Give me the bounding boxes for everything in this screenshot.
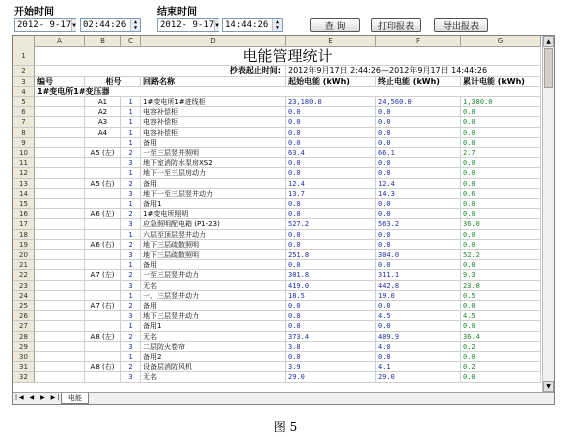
total-energy-cell[interactable]: 4.5 <box>461 311 541 321</box>
cabinet-cell[interactable] <box>85 168 121 178</box>
cabinet-cell[interactable]: A3 <box>85 117 121 127</box>
number-cell[interactable] <box>35 209 85 219</box>
row-header[interactable]: 6 <box>13 107 35 117</box>
start-energy-cell[interactable]: 0.0 <box>286 311 376 321</box>
circuit-name-cell[interactable]: 备用 <box>141 260 286 270</box>
total-energy-cell[interactable]: 52.2 <box>461 250 541 260</box>
end-energy-cell[interactable]: 0.0 <box>376 158 461 168</box>
tab-nav-arrows-icon[interactable]: |◀ ◀ ▶ ▶| <box>15 394 62 401</box>
circuit-name-cell[interactable]: 二层防火卷帘 <box>141 342 286 352</box>
circuit-name-cell[interactable]: 设备层消防风机 <box>141 362 286 372</box>
column-header[interactable]: E <box>286 36 376 46</box>
end-energy-cell[interactable]: 0.0 <box>376 199 461 209</box>
header-cabinet: 柜号 <box>85 77 141 87</box>
column-header[interactable]: D <box>141 36 286 46</box>
cabinet-cell[interactable]: A4 <box>85 128 121 138</box>
circuit-name-cell[interactable]: 一至三层竖井动力 <box>141 270 286 280</box>
cabinet-cell[interactable] <box>85 372 121 382</box>
row-header[interactable]: 23 <box>13 281 35 291</box>
circuit-no-cell[interactable]: 1 <box>121 291 141 301</box>
header-total-energy: 累计电能 (kWh) <box>461 77 541 87</box>
cabinet-cell[interactable] <box>85 189 121 199</box>
circuit-no-cell[interactable]: 3 <box>121 219 141 229</box>
start-time-value: 02:44:26 <box>83 20 127 30</box>
number-cell[interactable] <box>35 352 85 362</box>
end-energy-cell[interactable]: 66.1 <box>376 148 461 158</box>
number-cell[interactable] <box>35 138 85 148</box>
number-cell[interactable] <box>35 311 85 321</box>
column-header[interactable]: C <box>121 36 141 46</box>
row-header[interactable]: 25 <box>13 301 35 311</box>
start-energy-cell[interactable]: 12.4 <box>286 179 376 189</box>
section-title: 1#变电所1#变压器 <box>35 87 541 97</box>
number-cell[interactable] <box>35 117 85 127</box>
number-cell[interactable] <box>35 230 85 240</box>
total-energy-cell[interactable]: 23.8 <box>461 281 541 291</box>
end-energy-cell[interactable]: 0.0 <box>376 168 461 178</box>
circuit-no-cell[interactable]: 1 <box>121 168 141 178</box>
circuit-name-cell[interactable]: 地下三层疏散照明 <box>141 240 286 250</box>
start-energy-cell[interactable]: 419.0 <box>286 281 376 291</box>
total-energy-cell[interactable]: 0.0 <box>461 128 541 138</box>
cabinet-cell[interactable] <box>85 199 121 209</box>
cabinet-cell[interactable] <box>85 291 121 301</box>
total-energy-cell[interactable]: 0.0 <box>461 199 541 209</box>
query-button[interactable]: 查 询 <box>310 18 360 32</box>
end-energy-cell[interactable]: 0.0 <box>376 352 461 362</box>
circuit-name-cell[interactable]: 电容补偿柜 <box>141 107 286 117</box>
start-energy-cell[interactable]: 0.0 <box>286 128 376 138</box>
scroll-thumb[interactable] <box>544 48 553 88</box>
sheet-tab-energy[interactable]: 电能 <box>61 393 89 404</box>
total-energy-cell[interactable]: 0.0 <box>461 179 541 189</box>
cabinet-cell[interactable]: A5 (右) <box>85 179 121 189</box>
chevron-down-icon[interactable]: ▼ <box>71 19 76 31</box>
circuit-no-cell[interactable]: 1 <box>121 107 141 117</box>
circuit-no-cell[interactable]: 3 <box>121 158 141 168</box>
number-cell[interactable] <box>35 107 85 117</box>
circuit-no-cell[interactable]: 3 <box>121 342 141 352</box>
cabinet-cell[interactable] <box>85 352 121 362</box>
row-header[interactable]: 7 <box>13 117 35 127</box>
circuit-name-cell[interactable]: 电容补偿柜 <box>141 128 286 138</box>
number-cell[interactable] <box>35 128 85 138</box>
number-cell[interactable] <box>35 270 85 280</box>
end-date-picker[interactable] <box>157 18 219 32</box>
circuit-no-cell[interactable]: 2 <box>121 209 141 219</box>
cabinet-cell[interactable] <box>85 230 121 240</box>
end-energy-cell[interactable]: 19.0 <box>376 291 461 301</box>
row-header[interactable]: 31 <box>13 362 35 372</box>
cabinet-cell[interactable]: A8 (左) <box>85 332 121 342</box>
start-energy-cell[interactable]: 63.4 <box>286 148 376 158</box>
number-cell[interactable] <box>35 250 85 260</box>
row-header[interactable]: 26 <box>13 311 35 321</box>
start-energy-cell[interactable]: 301.8 <box>286 270 376 280</box>
circuit-name-cell[interactable]: 备用 <box>141 301 286 311</box>
cabinet-cell[interactable] <box>85 260 121 270</box>
total-energy-cell[interactable]: 9.3 <box>461 270 541 280</box>
total-energy-cell[interactable]: 0.0 <box>461 372 541 382</box>
circuit-name-cell[interactable]: 一至三层竖井照明 <box>141 148 286 158</box>
total-energy-cell[interactable]: 0.0 <box>461 138 541 148</box>
number-cell[interactable] <box>35 219 85 229</box>
circuit-name-cell[interactable]: 一、三层竖井动力 <box>141 291 286 301</box>
number-cell[interactable] <box>35 281 85 291</box>
start-date-picker[interactable] <box>14 18 76 32</box>
number-cell[interactable] <box>35 97 85 107</box>
total-energy-cell[interactable]: 0.0 <box>461 168 541 178</box>
circuit-no-cell[interactable]: 3 <box>121 189 141 199</box>
circuit-name-cell[interactable]: 无名 <box>141 281 286 291</box>
cabinet-cell[interactable] <box>85 138 121 148</box>
number-cell[interactable] <box>35 321 85 331</box>
start-energy-cell[interactable]: 0.0 <box>286 199 376 209</box>
circuit-no-cell[interactable]: 1 <box>121 128 141 138</box>
end-energy-cell[interactable]: 0.0 <box>376 117 461 127</box>
number-cell[interactable] <box>35 362 85 372</box>
end-energy-cell[interactable]: 29.0 <box>376 372 461 382</box>
total-energy-cell[interactable]: 0.0 <box>461 230 541 240</box>
circuit-no-cell[interactable]: 3 <box>121 372 141 382</box>
total-energy-cell[interactable]: 0.0 <box>461 117 541 127</box>
row-header[interactable]: 24 <box>13 291 35 301</box>
circuit-name-cell[interactable]: 1#变电所照明 <box>141 209 286 219</box>
number-cell[interactable] <box>35 342 85 352</box>
cabinet-cell[interactable]: A1 <box>85 97 121 107</box>
circuit-name-cell[interactable]: 备用 <box>141 179 286 189</box>
start-time-picker[interactable] <box>80 18 141 32</box>
start-energy-cell[interactable]: 23,180.0 <box>286 97 376 107</box>
column-header[interactable]: F <box>376 36 461 46</box>
total-energy-cell[interactable]: 0.0 <box>461 240 541 250</box>
start-time-label: 开始时间 <box>14 7 54 18</box>
start-energy-cell[interactable]: 0.0 <box>286 352 376 362</box>
number-cell[interactable] <box>35 179 85 189</box>
header-circuit: 回路名称 <box>141 77 286 87</box>
row-header[interactable]: 20 <box>13 250 35 260</box>
number-cell[interactable] <box>35 148 85 158</box>
total-energy-cell[interactable]: 0.0 <box>461 107 541 117</box>
select-all-corner[interactable] <box>13 36 35 46</box>
number-cell[interactable] <box>35 189 85 199</box>
report-title: 电能管理统计 <box>35 46 541 66</box>
total-energy-cell[interactable]: 0.0 <box>461 321 541 331</box>
row-header[interactable]: 13 <box>13 179 35 189</box>
row-header[interactable]: 10 <box>13 148 35 158</box>
start-energy-cell[interactable]: 0.0 <box>286 301 376 311</box>
cabinet-cell[interactable]: A5 (左) <box>85 148 121 158</box>
header-end-energy: 终止电能 (kWh) <box>376 77 461 87</box>
cabinet-cell[interactable]: A7 (右) <box>85 301 121 311</box>
total-energy-cell[interactable]: 0.0 <box>461 260 541 270</box>
column-header[interactable]: A <box>35 36 85 46</box>
row-header[interactable]: 21 <box>13 260 35 270</box>
cabinet-cell[interactable] <box>85 342 121 352</box>
row-header[interactable]: 29 <box>13 342 35 352</box>
start-energy-cell[interactable]: 3.9 <box>286 362 376 372</box>
end-energy-cell[interactable]: 0.0 <box>376 230 461 240</box>
circuit-name-cell[interactable]: 地下一至三层竖井动力 <box>141 189 286 199</box>
start-energy-cell[interactable]: 251.8 <box>286 250 376 260</box>
circuit-no-cell[interactable]: 1 <box>121 117 141 127</box>
row-header[interactable]: 18 <box>13 230 35 240</box>
start-energy-cell[interactable]: 0.0 <box>286 158 376 168</box>
number-cell[interactable] <box>35 240 85 250</box>
spinner-icon[interactable]: ▲ ▼ <box>272 19 282 31</box>
spinner-icon[interactable]: ▲ ▼ <box>130 19 140 31</box>
end-energy-cell[interactable]: 4.0 <box>376 342 461 352</box>
row-header[interactable]: 17 <box>13 219 35 229</box>
circuit-no-cell[interactable]: 2 <box>121 179 141 189</box>
start-energy-cell[interactable]: 0.0 <box>286 168 376 178</box>
circuit-no-cell[interactable]: 3 <box>121 281 141 291</box>
cabinet-cell[interactable]: A6 (左) <box>85 209 121 219</box>
total-energy-cell[interactable]: 0.0 <box>461 158 541 168</box>
end-energy-cell[interactable]: 0.0 <box>376 240 461 250</box>
number-cell[interactable] <box>35 158 85 168</box>
circuit-no-cell[interactable]: 2 <box>121 240 141 250</box>
circuit-name-cell[interactable]: 地下室消防水泵房XS2 <box>141 158 286 168</box>
end-time-picker[interactable] <box>222 18 283 32</box>
row-header[interactable]: 14 <box>13 189 35 199</box>
header-no: 编号 <box>35 77 85 87</box>
total-energy-cell[interactable]: 0.0 <box>461 352 541 362</box>
start-energy-cell[interactable]: 0.0 <box>286 107 376 117</box>
circuit-name-cell[interactable]: 备用 <box>141 138 286 148</box>
number-cell[interactable] <box>35 168 85 178</box>
number-cell[interactable] <box>35 372 85 382</box>
row-header[interactable]: 5 <box>13 97 35 107</box>
cabinet-cell[interactable]: A7 (左) <box>85 270 121 280</box>
circuit-name-cell[interactable]: 备用1 <box>141 199 286 209</box>
start-energy-cell[interactable]: 0.0 <box>286 209 376 219</box>
end-energy-cell[interactable]: 0.0 <box>376 128 461 138</box>
end-date-value: 2012- 9-17 <box>160 20 215 30</box>
chevron-down-icon[interactable]: ▼ <box>214 19 219 31</box>
row-header[interactable]: 11 <box>13 158 35 168</box>
start-energy-cell[interactable]: 527.2 <box>286 219 376 229</box>
number-cell[interactable] <box>35 291 85 301</box>
row-header[interactable]: 28 <box>13 332 35 342</box>
start-energy-cell[interactable]: 0.0 <box>286 138 376 148</box>
end-time-label: 结束时间 <box>157 7 197 18</box>
row-header[interactable]: 32 <box>13 372 35 382</box>
end-energy-cell[interactable]: 0.0 <box>376 107 461 117</box>
circuit-name-cell[interactable]: 备用2 <box>141 352 286 362</box>
end-energy-cell[interactable]: 14.3 <box>376 189 461 199</box>
end-time-value: 14:44:26 <box>225 20 269 30</box>
start-energy-cell[interactable]: 0.0 <box>286 230 376 240</box>
figure-caption: 图 5 <box>273 420 298 434</box>
cabinet-cell[interactable]: A8 (右) <box>85 362 121 372</box>
scroll-down-icon[interactable]: ▼ <box>543 381 554 392</box>
circuit-name-cell[interactable]: 1#变电所1#进线柜 <box>141 97 286 107</box>
circuit-name-cell[interactable]: 备用1 <box>141 321 286 331</box>
start-energy-cell[interactable]: 373.4 <box>286 332 376 342</box>
end-energy-cell[interactable]: 409.9 <box>376 332 461 342</box>
total-energy-cell[interactable]: 0.0 <box>461 301 541 311</box>
sheet-tab-bar <box>13 392 554 404</box>
end-energy-cell[interactable]: 4.1 <box>376 362 461 372</box>
reading-period-label: 抄表起止时间: <box>35 66 286 77</box>
header-start-energy: 起始电能 (kWh) <box>286 77 376 87</box>
end-energy-cell[interactable]: 304.0 <box>376 250 461 260</box>
cabinet-cell[interactable] <box>85 250 121 260</box>
total-energy-cell[interactable]: 36.4 <box>461 332 541 342</box>
circuit-no-cell[interactable]: 1 <box>121 321 141 331</box>
row-header[interactable]: 2 <box>13 66 35 77</box>
total-energy-cell[interactable]: 36.0 <box>461 219 541 229</box>
start-energy-cell[interactable]: 0.0 <box>286 117 376 127</box>
start-energy-cell[interactable]: 3.8 <box>286 342 376 352</box>
end-energy-cell[interactable]: 24,560.0 <box>376 97 461 107</box>
start-date-value: 2012- 9-17 <box>17 20 72 30</box>
column-header[interactable]: G <box>461 36 541 46</box>
row-header[interactable]: 30 <box>13 352 35 362</box>
start-energy-cell[interactable]: 0.0 <box>286 240 376 250</box>
circuit-name-cell[interactable]: 无名 <box>141 332 286 342</box>
circuit-no-cell[interactable]: 3 <box>121 311 141 321</box>
circuit-no-cell[interactable]: 2 <box>121 362 141 372</box>
cabinet-cell[interactable] <box>85 158 121 168</box>
start-energy-cell[interactable]: 0.0 <box>286 321 376 331</box>
circuit-no-cell[interactable]: 2 <box>121 270 141 280</box>
total-energy-cell[interactable]: 0.5 <box>461 291 541 301</box>
number-cell[interactable] <box>35 260 85 270</box>
cabinet-cell[interactable] <box>85 321 121 331</box>
cabinet-cell[interactable]: A6 (右) <box>85 240 121 250</box>
circuit-name-cell[interactable]: 六层至顶层竖井动力 <box>141 230 286 240</box>
circuit-name-cell[interactable]: 应急照明配电箱 (P1-23) <box>141 219 286 229</box>
total-energy-cell[interactable]: 0.2 <box>461 342 541 352</box>
start-energy-cell[interactable]: 13.7 <box>286 189 376 199</box>
end-energy-cell[interactable]: 0.0 <box>376 321 461 331</box>
circuit-name-cell[interactable]: 地下三层疏散照明 <box>141 250 286 260</box>
row-header[interactable]: 27 <box>13 321 35 331</box>
vertical-scrollbar[interactable] <box>542 36 554 392</box>
circuit-no-cell[interactable]: 2 <box>121 332 141 342</box>
start-energy-cell[interactable]: 18.5 <box>286 291 376 301</box>
scroll-up-icon[interactable]: ▲ <box>543 36 554 47</box>
number-cell[interactable] <box>35 301 85 311</box>
end-energy-cell[interactable]: 0.0 <box>376 138 461 148</box>
total-energy-cell[interactable]: 0.0 <box>461 209 541 219</box>
end-energy-cell[interactable]: 0.0 <box>376 301 461 311</box>
reading-period-value: 2012年9月17日 2:44:26—2012年9月17日 14:44:26 <box>286 66 541 77</box>
end-energy-cell[interactable]: 0.0 <box>376 260 461 270</box>
circuit-no-cell[interactable]: 1 <box>121 97 141 107</box>
row-header[interactable]: 12 <box>13 168 35 178</box>
circuit-no-cell[interactable]: 2 <box>121 148 141 158</box>
row-header[interactable]: 22 <box>13 270 35 280</box>
end-energy-cell[interactable]: 4.5 <box>376 311 461 321</box>
cabinet-cell[interactable] <box>85 219 121 229</box>
total-energy-cell[interactable]: 1,380.0 <box>461 97 541 107</box>
circuit-no-cell[interactable]: 3 <box>121 250 141 260</box>
row-header[interactable]: 3 <box>13 77 35 87</box>
end-energy-cell[interactable]: 12.4 <box>376 179 461 189</box>
circuit-no-cell[interactable]: 1 <box>121 260 141 270</box>
export-report-button[interactable]: 导出报表 <box>434 18 488 32</box>
row-header[interactable]: 1 <box>13 46 35 66</box>
print-report-button[interactable]: 打印报表 <box>371 18 421 32</box>
number-cell[interactable] <box>35 332 85 342</box>
start-energy-cell[interactable]: 0.0 <box>286 260 376 270</box>
end-energy-cell[interactable]: 311.1 <box>376 270 461 280</box>
number-cell[interactable] <box>35 199 85 209</box>
column-header[interactable]: B <box>85 36 121 46</box>
cabinet-cell[interactable] <box>85 281 121 291</box>
circuit-no-cell[interactable]: 1 <box>121 199 141 209</box>
spreadsheet[interactable] <box>12 35 555 405</box>
end-energy-cell[interactable]: 0.0 <box>376 209 461 219</box>
end-energy-cell[interactable]: 442.8 <box>376 281 461 291</box>
row-header[interactable]: 8 <box>13 128 35 138</box>
cabinet-cell[interactable] <box>85 311 121 321</box>
total-energy-cell[interactable]: 2.7 <box>461 148 541 158</box>
circuit-no-cell[interactable]: 1 <box>121 230 141 240</box>
end-energy-cell[interactable]: 563.2 <box>376 219 461 229</box>
start-energy-cell[interactable]: 29.0 <box>286 372 376 382</box>
row-header[interactable]: 16 <box>13 209 35 219</box>
row-header[interactable]: 9 <box>13 138 35 148</box>
row-header[interactable]: 19 <box>13 240 35 250</box>
circuit-no-cell[interactable]: 1 <box>121 352 141 362</box>
cabinet-cell[interactable]: A2 <box>85 107 121 117</box>
circuit-no-cell[interactable]: 1 <box>121 138 141 148</box>
row-header[interactable]: 15 <box>13 199 35 209</box>
circuit-name-cell[interactable]: 无名 <box>141 372 286 382</box>
circuit-no-cell[interactable]: 2 <box>121 301 141 311</box>
total-energy-cell[interactable]: 0.2 <box>461 362 541 372</box>
circuit-name-cell[interactable]: 地下一至三层房动力 <box>141 168 286 178</box>
circuit-name-cell[interactable]: 电容补偿柜 <box>141 117 286 127</box>
row-header[interactable]: 4 <box>13 87 35 97</box>
circuit-name-cell[interactable]: 地下三层竖井动力 <box>141 311 286 321</box>
total-energy-cell[interactable]: 0.6 <box>461 189 541 199</box>
